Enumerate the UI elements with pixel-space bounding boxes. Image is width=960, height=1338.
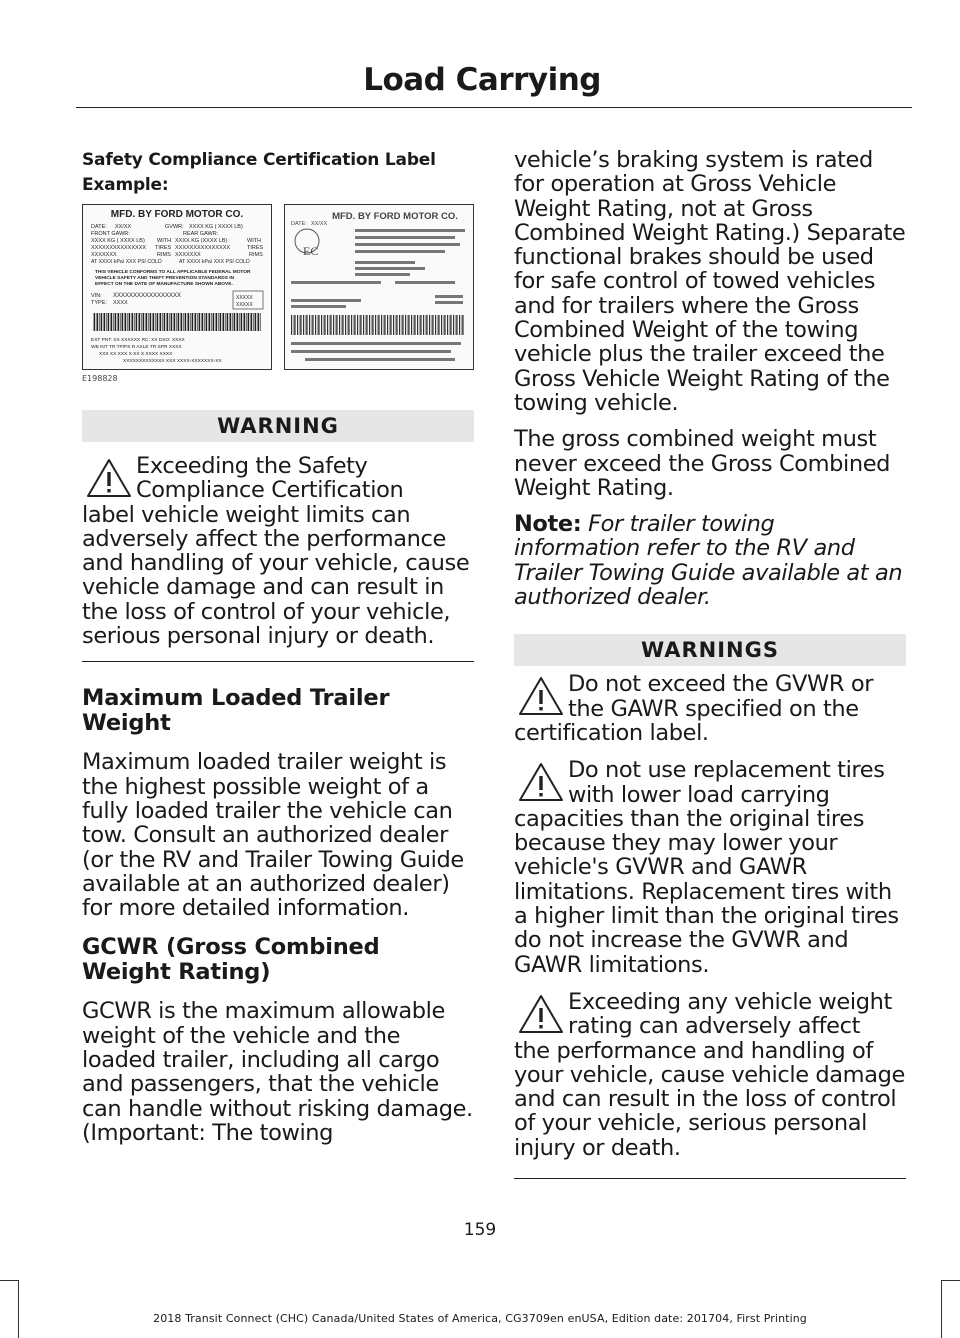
note-text: For trailer towing information refer to the RV and Trailer Towing Guide available at an authorized dealer. bbox=[514, 511, 903, 611]
label-bottom-3: XXX XX XXX X XX X XXXX XXXX bbox=[99, 352, 173, 357]
warning-line-2: Compliance Certification bbox=[136, 477, 404, 504]
label-gvwr: GVWR: bbox=[165, 224, 184, 230]
w3-line-2: rating can adversely affect bbox=[568, 1013, 861, 1040]
warnings-banner: WARNINGS bbox=[514, 634, 906, 666]
photo-label-ec: EC bbox=[303, 244, 319, 258]
warning-triangle-icon bbox=[514, 992, 568, 1038]
warning-item-1 bbox=[514, 672, 906, 745]
label-cold-right: AT XXXX kPa/ XXX PSI COLD bbox=[179, 259, 250, 265]
label-bottom-4: XXXXXXXXXXXXX XXX XXXX-XXXXXXX-XX bbox=[123, 359, 222, 364]
example-label: Example: bbox=[82, 175, 169, 195]
warning-text: label vehicle weight limits can adversely affect the performance and handling of your vehicle, cause vehicle damage and can result in the loss of control of your vehicle, serious personal injury or death. bbox=[82, 501, 470, 650]
label-rims-right: RIMS bbox=[249, 252, 263, 258]
label-with-left: WITH bbox=[157, 238, 172, 244]
warning-triangle-icon bbox=[514, 760, 568, 806]
label-gvwr-value: XXXX KG ( XXXX LB) bbox=[189, 224, 243, 230]
warnings-end-rule bbox=[514, 1178, 906, 1179]
label-conform-1: THIS VEHICLE CONFORMS TO ALL APPLICABLE FEDERAL MOTOR bbox=[95, 270, 251, 275]
w2-text: capacities than the original tires because they may lower your vehicle's GVWR and GAWR limitations. Replacement tires with a higher limit than the original tires do not increase the GVWR and GAWR limitations. bbox=[514, 805, 899, 978]
label-date: DATE: bbox=[91, 224, 107, 230]
gcwr-text: GCWR is the maximum allowable weight of the vehicle and the loaded trailer, including all cargo and passengers, that the vehicle can handle without risking damage. (Important: The towing bbox=[82, 998, 473, 1146]
w1-line-1: Do not exceed the GVWR or bbox=[568, 671, 874, 698]
label-date-value: XX/XX bbox=[115, 224, 132, 230]
label-bottom-2: WB INT TR TP/PS R AXLE TR SPR XXXX bbox=[91, 345, 182, 350]
warning-item-2 bbox=[514, 758, 906, 977]
warning-line-1: Exceeding the Safety bbox=[136, 453, 368, 479]
crop-mark-right bbox=[941, 1280, 960, 1338]
w3-text: the performance and handling of your vehicle, cause vehicle damage and can result in the loss of control of your vehicle, serious personal injury or death. bbox=[514, 1037, 905, 1161]
label-front-kg: XXXX KG ( XXXX LB) bbox=[91, 238, 145, 244]
page-section-title: Load Carrying bbox=[363, 62, 601, 98]
label-tires-right: TIRES bbox=[247, 245, 264, 251]
label-front-gawr: FRONT GAWR: bbox=[91, 231, 130, 237]
label-title: MFD. BY FORD MOTOR CO. bbox=[110, 209, 244, 220]
warning-triangle-icon bbox=[82, 456, 136, 502]
label-type-value: XXXX bbox=[113, 300, 128, 306]
warning-block bbox=[82, 454, 474, 648]
label-vin-value: XXXXXXXXXXXXXXXXX bbox=[113, 293, 182, 299]
label-example-clear bbox=[82, 204, 272, 370]
right-column bbox=[514, 148, 906, 1179]
certification-label-figure bbox=[82, 204, 474, 370]
footer-edition: 2018 Transit Connect (CHC) Canada/United States of America, CG3709en enUSA, Edition date: 201704, First Printing bbox=[153, 1312, 807, 1325]
label-rear-kg: XXXX KG (XXXX LB) bbox=[175, 238, 228, 244]
w1-line-2: the GAWR specified on the bbox=[568, 695, 859, 722]
figure-id: E198828 bbox=[82, 374, 118, 383]
label-box-value-1: XXXXX bbox=[236, 295, 253, 301]
warning-triangle-icon bbox=[514, 674, 568, 720]
label-heading: Safety Compliance Certification Label bbox=[82, 150, 436, 170]
w1-text: certification label. bbox=[514, 719, 709, 746]
barcode-icon bbox=[93, 313, 261, 331]
photo-label-date-value: XX/XX bbox=[311, 221, 328, 227]
label-conform-2: VEHICLE SAFETY AND THEFT PREVENTION STANDARDS IN bbox=[95, 276, 235, 281]
label-xline: XXXXXXXXXXXXXXX bbox=[91, 245, 147, 251]
label-xline2-right: XXXXXXX bbox=[175, 252, 201, 258]
warning-item-3 bbox=[514, 990, 906, 1160]
page-number: 159 bbox=[463, 1220, 497, 1240]
label-vin: VIN: bbox=[91, 293, 102, 299]
crop-mark-left bbox=[0, 1280, 19, 1338]
gcwr-heading: GCWR (Gross Combined Weight Rating) bbox=[82, 934, 380, 985]
label-tires-left: TIRES bbox=[155, 245, 172, 251]
barcode-icon bbox=[291, 315, 465, 335]
label-box-value-2: XXXXX bbox=[236, 302, 253, 308]
label-bottom-1: EXT PNT: XX XXXXXX RC: XX DSO: XXXX bbox=[91, 338, 185, 343]
warning-banner: WARNING bbox=[82, 410, 474, 442]
label-with-right: WITH bbox=[247, 238, 262, 244]
label-xline2: XXXXXXX bbox=[91, 252, 117, 258]
max-trailer-text: Maximum loaded trailer weight is the highest possible weight of a fully loaded trailer the vehicle can tow. Consult an authorized dealer (or the RV and Trailer Towing Guide available at an authorized dealer) for more detailed information. bbox=[82, 749, 464, 922]
label-conform-3: EFFECT ON THE DATE OF MANUFACTURE SHOWN ABOVE. bbox=[95, 282, 233, 287]
gross-weight-text: The gross combined weight must never exceed the Gross Combined Weight Rating. bbox=[514, 426, 891, 501]
continued-text: vehicle’s braking system is rated for operation at Gross Vehicle Weight Rating, not at Gross Combined Weight Rating.) Separate functional brakes should be used for safe control of towed vehicles and for trailers where the Gross Combined Weight of the towing vehicle plus the trailer exceed the Gross Vehicle Weight Rating of the towing vehicle. bbox=[514, 147, 906, 416]
label-type: TYPE: bbox=[91, 300, 107, 306]
label-xline-right: XXXXXXXXXXXXXXX bbox=[175, 245, 231, 251]
note bbox=[514, 512, 906, 609]
max-trailer-heading: Maximum Loaded Trailer Weight bbox=[82, 685, 390, 736]
photo-label-date: DATE: bbox=[291, 221, 307, 227]
label-rear-gawr: REAR GAWR: bbox=[183, 231, 219, 237]
w3-line-1: Exceeding any vehicle weight bbox=[568, 988, 892, 1015]
label-rims-left: RIMS bbox=[157, 252, 171, 258]
label-example-photo bbox=[284, 204, 474, 370]
w2-line-1: Do not use replacement tires bbox=[568, 757, 885, 784]
photo-label-title: MFD. BY FORD MOTOR CO. bbox=[332, 211, 458, 222]
w2-line-2: with lower load carrying bbox=[568, 781, 830, 808]
note-label: Note: bbox=[514, 511, 582, 538]
header-divider bbox=[76, 107, 912, 108]
label-cold-left: AT XXXX kPa/ XXX PSI COLD bbox=[91, 259, 162, 265]
left-column bbox=[82, 148, 474, 1145]
